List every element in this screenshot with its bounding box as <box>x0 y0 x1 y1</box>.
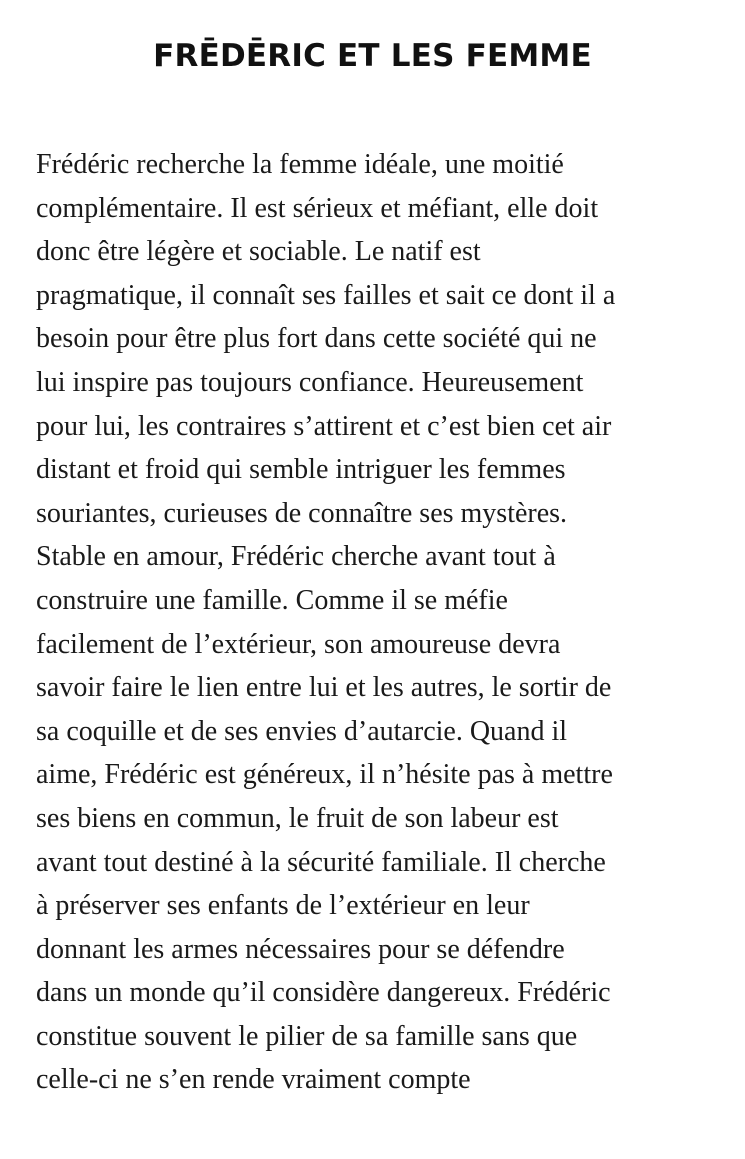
paragraph-line: pour lui, les contraires s’attirent et c’est bien cet air <box>36 410 612 442</box>
paragraph-line: savoir faire le lien entre lui et les autres, le sortir de <box>36 672 612 704</box>
paragraph-line: donc être légère et sociable. Le natif est <box>36 236 481 268</box>
paragraph-line: donnant les armes nécessaires pour se défendre <box>36 933 565 965</box>
paragraph-line: ses biens en commun, le fruit de son labeur est <box>36 802 559 834</box>
paragraph-line: dans un monde qu’il considère dangereux. Frédéric <box>36 977 611 1009</box>
paragraph-line: construire une famille. Comme il se méfie <box>36 584 508 616</box>
paragraph-line: sa coquille et de ses envies d’autarcie. Quand il <box>36 715 568 747</box>
paragraph-line: à préserver ses enfants de l’extérieur en leur <box>36 890 530 922</box>
paragraph-line: constitue souvent le pilier de sa famille sans que <box>36 1020 578 1052</box>
paragraph-line: celle-ci ne s’en rende vraiment compte <box>36 1064 471 1096</box>
paragraph-line: Stable en amour, Frédéric cherche avant tout à <box>36 541 556 573</box>
paragraph-line: besoin pour être plus fort dans cette société qui ne <box>36 323 597 355</box>
paragraph-line: pragmatique, il connaît ses failles et sait ce dont il a <box>36 279 616 311</box>
paragraph-line: lui inspire pas toujours confiance. Heureusement <box>36 366 584 398</box>
paragraph-line: souriantes, curieuses de connaître ses mystères. <box>36 497 568 529</box>
paragraph-line: Frédéric recherche la femme idéale, une moitié <box>36 149 564 180</box>
paragraph-line: distant et froid qui semble intriguer les femmes <box>36 454 566 486</box>
paragraph-line: aime, Frédéric est généreux, il n’hésite pas à mettre <box>36 759 613 791</box>
page-title: FRĒDĒRIC ET LES FEMME <box>153 38 592 74</box>
paragraph-line: avant tout destiné à la sécurité familiale. Il cherche <box>36 846 606 878</box>
body-paragraph <box>36 143 716 1102</box>
paragraph-line: complémentaire. Il est sérieux et méfiant, elle doit <box>36 192 599 224</box>
paragraph-line: facilement de l’extérieur, son amoureuse devra <box>36 628 561 660</box>
